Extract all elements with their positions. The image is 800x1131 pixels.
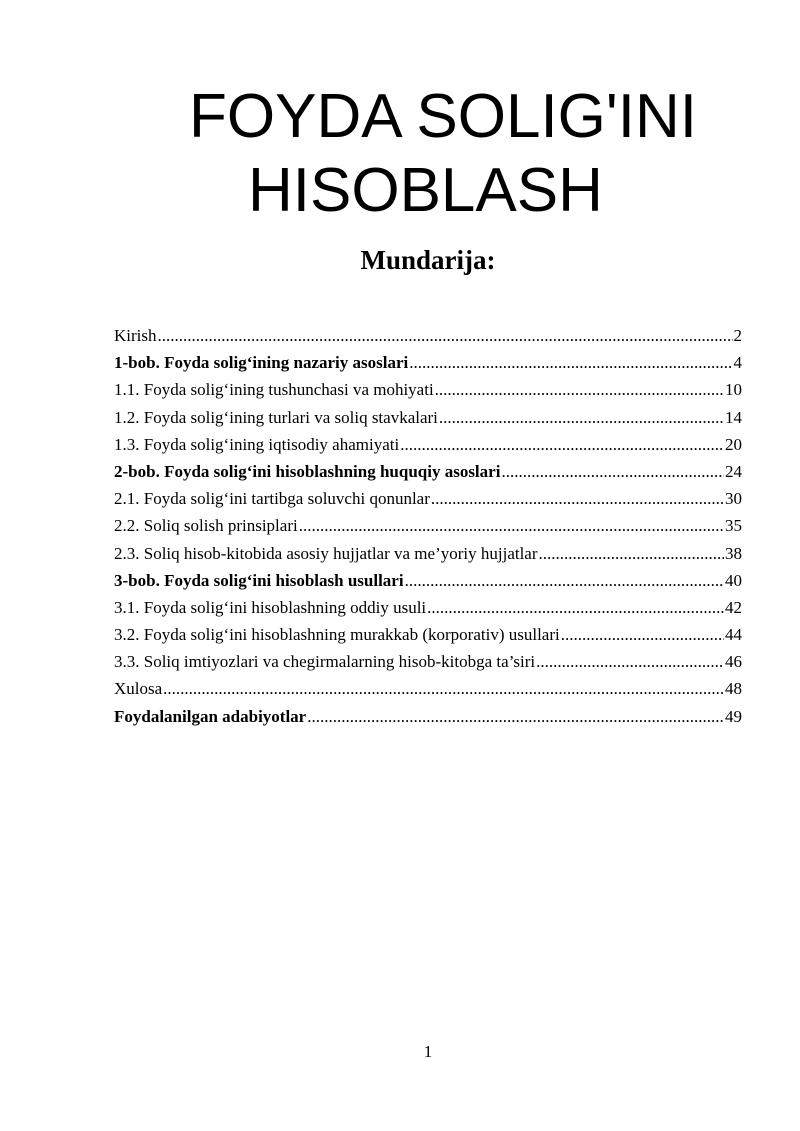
toc-dot-leader (299, 512, 724, 539)
toc-entry-label: 3.2. Foyda solig‘ini hisoblashning murakkab (korporativ) usullari (114, 625, 560, 645)
toc-entry-page: 38 (725, 543, 742, 563)
toc-heading: Mundarija: (360, 245, 496, 275)
toc-entry-label: 1.3. Foyda solig‘ining iqtisodiy ahamiyati (114, 434, 400, 454)
toc-entry[interactable] (114, 648, 742, 675)
toc-dot-leader (501, 458, 724, 485)
toc-entry-label: 3-bob. Foyda solig‘ini hisoblash usullari (114, 570, 404, 590)
toc-dot-leader (561, 621, 724, 648)
toc-entry[interactable] (114, 431, 742, 458)
toc-entry-page: 20 (725, 434, 742, 454)
toc-entry-label: Xulosa (114, 679, 163, 699)
toc-entry-label: 1-bob. Foyda solig‘ining nazariy asoslari (114, 353, 409, 373)
toc-dot-leader (539, 540, 724, 567)
toc-dot-leader (400, 431, 724, 458)
toc-dot-leader (405, 567, 724, 594)
toc-entry-page: 2 (733, 326, 742, 345)
toc-dot-leader (158, 322, 733, 349)
toc-entry-page: 42 (725, 597, 742, 617)
toc-dot-leader (431, 485, 724, 512)
toc-entry[interactable] (114, 404, 742, 431)
toc-dot-leader (536, 648, 724, 675)
toc-entry-label: 1.2. Foyda solig‘ining turlari va soliq stavkalari (114, 407, 438, 427)
toc-entry[interactable] (114, 594, 742, 621)
toc-entry-label: 2.1. Foyda solig‘ini tartibga soluvchi qonunlar (114, 489, 430, 509)
toc-entry[interactable] (114, 376, 742, 403)
toc-entry[interactable] (114, 567, 742, 594)
toc-dot-leader (409, 349, 732, 376)
toc-entry-page: 4 (733, 353, 742, 373)
toc-entry[interactable] (114, 512, 742, 539)
toc-entry-page: 40 (725, 570, 742, 590)
toc-entry-label: Kirish (114, 326, 157, 345)
toc-entry-label: 3.1. Foyda solig‘ini hisoblashning oddiy usuli (114, 597, 427, 617)
toc-entry-page: 10 (725, 380, 742, 400)
toc-entry[interactable] (114, 322, 742, 349)
toc-entry-label: Foydalanilgan adabiyotlar (114, 706, 307, 726)
toc-entry[interactable] (114, 703, 742, 730)
toc-dot-leader (439, 404, 724, 431)
toc-dot-leader (427, 594, 724, 621)
toc-entry-page: 48 (725, 679, 742, 699)
toc-entry-page: 46 (725, 652, 742, 672)
toc-entry-page: 35 (725, 516, 742, 536)
toc-entry[interactable] (114, 675, 742, 702)
toc-entry[interactable] (114, 458, 742, 485)
toc-entry-label: 2.2. Soliq solish prinsiplari (114, 516, 298, 536)
document-title (0, 80, 800, 228)
toc-entry-page: 44 (725, 625, 742, 645)
toc-entry[interactable] (114, 621, 742, 648)
toc-entry-page: 49 (725, 706, 742, 726)
toc-entry[interactable] (114, 540, 742, 567)
toc-dot-leader (307, 703, 724, 730)
toc-entry-label: 2-bob. Foyda solig‘ini hisoblashning huquqiy asoslari (114, 461, 501, 481)
toc-entry-label: 2.3. Soliq hisob-kitobida asosiy hujjatlar va me’yoriy hujjatlar (114, 543, 538, 563)
title-line-1: FOYDA SOLIG'INI (189, 82, 697, 151)
toc-entry-label: 1.1. Foyda solig‘ining tushunchasi va mohiyati (114, 380, 434, 400)
toc-dot-leader (163, 675, 724, 702)
toc-entry-label: 3.3. Soliq imtiyozlari va chegirmalarning hisob-kitobga ta’siri (114, 652, 536, 672)
title-line-2: HISOBLASH (248, 156, 603, 225)
page-number: 1 (423, 1042, 433, 1061)
toc-entry[interactable] (114, 349, 742, 376)
toc-entry-page: 14 (725, 407, 742, 427)
toc-entry-page: 30 (725, 489, 742, 509)
table-of-contents (114, 322, 742, 730)
toc-dot-leader (435, 376, 724, 403)
toc-entry-page: 24 (725, 461, 742, 481)
toc-entry[interactable] (114, 485, 742, 512)
